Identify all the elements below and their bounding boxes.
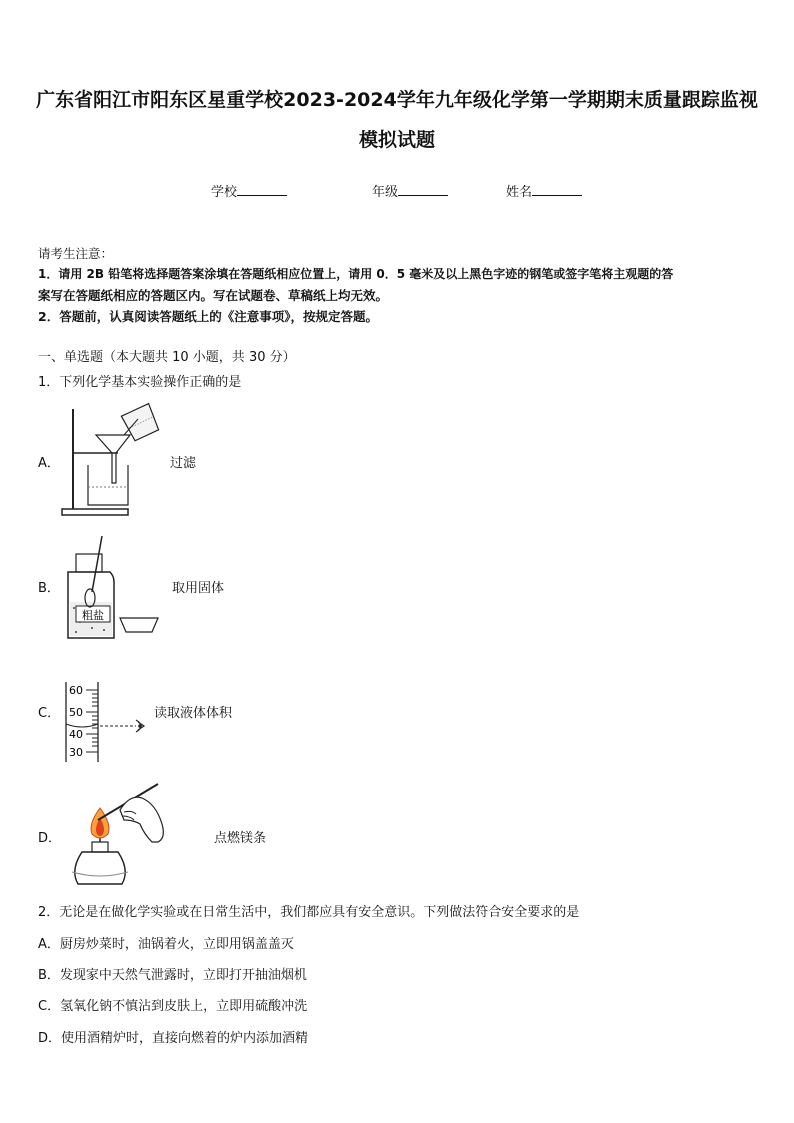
q1-option-d-text: 点燃镁条 — [214, 831, 267, 846]
notice-item-2: 2．答题前，认真阅读答题纸上的《注意事项》，按规定答题。 — [38, 309, 378, 324]
tick-40: 40 — [69, 728, 83, 741]
school-label: 学校 — [211, 185, 238, 200]
q1-option-c-letter[interactable]: C． — [38, 706, 61, 721]
q1-option-d-letter[interactable]: D． — [38, 831, 62, 846]
name-label: 姓名 — [506, 185, 533, 200]
grade-label: 年级 — [372, 185, 399, 200]
q1-option-a-text: 过滤 — [170, 456, 197, 471]
school-blank[interactable] — [237, 183, 287, 196]
q2-option-b[interactable]: B．发现家中天然气泄露时，立即打开抽油烟机 — [38, 968, 307, 983]
name-field — [506, 181, 582, 200]
q2-option-a[interactable]: A．厨房炒菜时，油锅着火，立即用锅盖盖灭 — [38, 937, 294, 952]
q2-stem: 2．无论是在做化学实验或在日常生活中，我们都应具有安全意识。下列做法符合安全要求的是 — [38, 905, 580, 920]
section-heading: 一、单选题（本大题共 10 小题，共 30 分） — [38, 350, 296, 365]
tick-50: 50 — [69, 706, 83, 719]
solid-reagent-figure — [62, 532, 172, 644]
notice-heading: 请考生注意： — [38, 246, 114, 261]
grade-field — [372, 181, 448, 200]
filtration-figure — [58, 405, 168, 520]
notice-block — [38, 243, 758, 327]
magnesium-ignition-figure — [62, 780, 172, 890]
grade-blank[interactable] — [398, 183, 448, 196]
school-field — [211, 181, 287, 200]
q1-stem: 1．下列化学基本实验操作正确的是 — [38, 375, 242, 390]
q1-option-c-text: 读取液体体积 — [154, 706, 233, 721]
notice-item-1-line-2: 案写在答题纸相应的答题区内。写在试题卷、草稿纸上均无效。 — [38, 288, 389, 303]
exam-title-line1: 广东省阳江市阳东区星重学校2023-2024学年九年级化学第一学期期末质量跟踪监视 — [36, 89, 758, 111]
q1-option-b-letter[interactable]: B． — [38, 581, 60, 596]
q2-option-d[interactable]: D．使用酒精炉时，直接向燃着的炉内添加酒精 — [38, 1031, 309, 1046]
q1-option-a-letter[interactable]: A． — [38, 456, 60, 471]
measuring-cylinder-figure — [64, 678, 154, 764]
salt-label: 粗盐 — [82, 609, 104, 622]
name-blank[interactable] — [532, 183, 582, 196]
q1-option-b-text: 取用固体 — [172, 581, 225, 596]
exam-title-line2: 模拟试题 — [358, 129, 435, 151]
notice-item-1-line-1: 1．请用 2B 铅笔将选择题答案涂填在答题纸相应位置上，请用 0．5 毫米及以上黑色字迹的钢笔或签字笔将主观题的答 — [38, 267, 674, 281]
q2-option-c[interactable]: C．氢氧化钠不慎沾到皮肤上，立即用硫酸冲洗 — [38, 999, 308, 1014]
tick-30: 30 — [69, 746, 83, 759]
tick-60: 60 — [69, 684, 83, 697]
